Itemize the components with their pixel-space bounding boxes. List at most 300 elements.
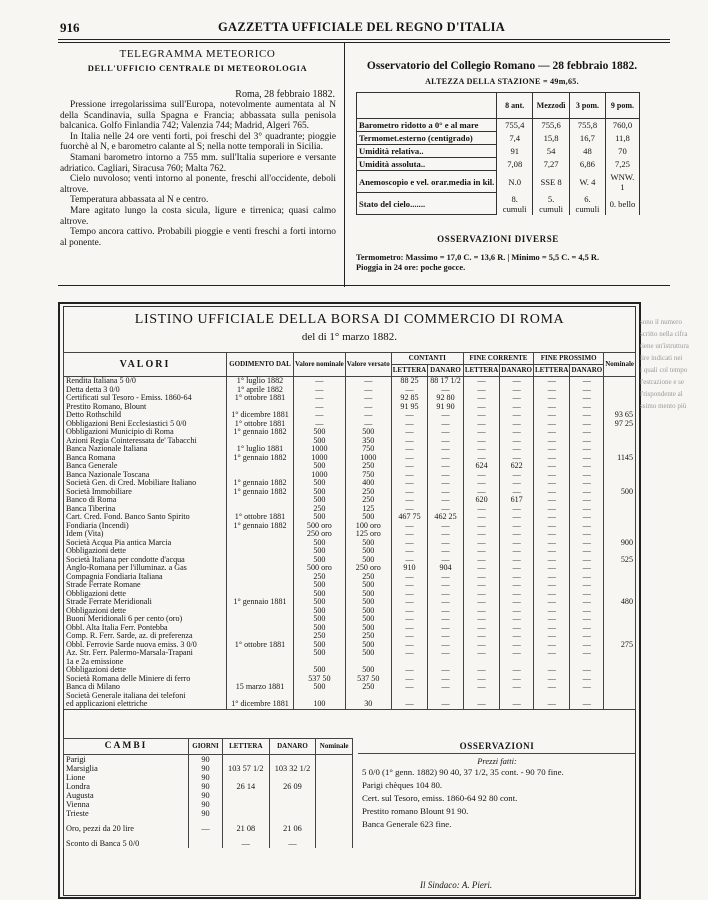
section-rule xyxy=(58,285,670,286)
corrente-lettera xyxy=(463,658,499,667)
price-note: Parigi chèques 104 80. xyxy=(362,780,443,790)
godimento-date xyxy=(227,556,294,565)
weather-value: 7,4 xyxy=(497,132,533,145)
prossimo-lettera: — xyxy=(534,488,570,497)
security-name: Società Immobiliare xyxy=(64,488,227,497)
giorni: 90 xyxy=(189,755,223,765)
valore-nominale: 1000 xyxy=(293,445,345,454)
nominale xyxy=(316,764,353,773)
header-danaro: DANARO xyxy=(269,739,316,755)
valore-versato: — xyxy=(345,420,391,429)
valore-nominale: 500 xyxy=(293,488,345,497)
prossimo-lettera: — xyxy=(534,683,570,692)
valore-nominale xyxy=(293,692,345,701)
contanti-danaro: — xyxy=(428,420,464,429)
security-name: Società Generale italiana dei telefoni xyxy=(64,692,227,701)
godimento-date xyxy=(227,649,294,658)
prossimo-danaro: — xyxy=(570,411,604,420)
header-nominale: Nominale xyxy=(604,353,636,377)
stock-row xyxy=(64,598,636,607)
corrente-danaro: 617 xyxy=(500,496,534,505)
prossimo-danaro: — xyxy=(570,488,604,497)
contanti-danaro: — xyxy=(428,428,464,437)
valore-nominale: 500 xyxy=(293,479,345,488)
prossimo-danaro: — xyxy=(570,700,604,709)
contanti-danaro: — xyxy=(428,598,464,607)
valore-versato: 250 xyxy=(345,632,391,641)
godimento-date xyxy=(227,675,294,684)
valore-versato: — xyxy=(345,394,391,403)
stock-row xyxy=(64,488,636,497)
corrente-danaro: — xyxy=(500,522,534,531)
prossimo-danaro: — xyxy=(570,598,604,607)
nominale-value xyxy=(604,573,636,582)
lettera: 103 57 1/2 xyxy=(222,764,269,773)
valore-versato: 750 xyxy=(345,445,391,454)
corrente-danaro: — xyxy=(500,445,534,454)
weather-rows xyxy=(357,119,640,215)
stock-row xyxy=(64,615,636,624)
security-name: Obbligazioni dette xyxy=(64,607,227,616)
price-note: Banca Generale 623 fine. xyxy=(362,819,452,829)
nominale-value xyxy=(604,479,636,488)
nominale-value: 480 xyxy=(604,598,636,607)
godimento-date xyxy=(227,581,294,590)
weather-row xyxy=(357,132,640,145)
price-note: 5 0/0 (1° genn. 1882) 90 40, 37 1/2, 35 cont. - 90 70 fine. xyxy=(362,767,564,777)
valore-nominale: 500 xyxy=(293,598,345,607)
nominale-value: 93 65 xyxy=(604,411,636,420)
header-godimento: GODIMENTO DAL xyxy=(227,353,294,377)
security-name: Banca Nazionale Toscana xyxy=(64,471,227,480)
contanti-danaro: — xyxy=(428,530,464,539)
contanti-danaro: — xyxy=(428,581,464,590)
corrente-lettera: — xyxy=(463,624,499,633)
contanti-danaro: 462 25 xyxy=(428,513,464,522)
contanti-lettera xyxy=(391,658,427,667)
prossimo-lettera: — xyxy=(534,513,570,522)
contanti-lettera: — xyxy=(391,530,427,539)
prossimo-lettera: — xyxy=(534,556,570,565)
corrente-danaro: — xyxy=(500,513,534,522)
godimento-date xyxy=(227,666,294,675)
valore-versato: 500 xyxy=(345,581,391,590)
header-lettera: LETTERA xyxy=(222,739,269,755)
prossimo-lettera xyxy=(534,658,570,667)
exchange-place: Marsiglia xyxy=(64,764,189,773)
corrente-lettera: 620 xyxy=(463,496,499,505)
stock-row xyxy=(64,454,636,463)
weather-value: 8. cumuli xyxy=(497,193,533,215)
weather-value: WNW. 1 xyxy=(605,171,639,193)
contanti-danaro: 904 xyxy=(428,564,464,573)
valore-versato: 500 xyxy=(345,547,391,556)
security-name: Buoni Meridionali 6 per cento (oro) xyxy=(64,615,227,624)
corrente-lettera: — xyxy=(463,564,499,573)
security-name: ed applicazioni elettriche xyxy=(64,700,227,709)
header-danaro: DANARO xyxy=(428,365,464,377)
nominale xyxy=(316,839,353,848)
valore-versato: 250 xyxy=(345,488,391,497)
valore-versato: 400 xyxy=(345,479,391,488)
stock-rows xyxy=(64,377,636,710)
godimento-date: 1° dicembre 1881 xyxy=(227,700,294,709)
header-cambi: CAMBI xyxy=(64,739,189,755)
lettera: — xyxy=(222,839,269,848)
header-rule-thin xyxy=(58,42,670,43)
prossimo-lettera: — xyxy=(534,386,570,395)
valore-versato: 500 xyxy=(345,598,391,607)
weather-value: 6,86 xyxy=(570,158,606,171)
weather-value: 755,6 xyxy=(533,119,570,132)
contanti-lettera: — xyxy=(391,522,427,531)
contanti-lettera: — xyxy=(391,581,427,590)
page-number: 916 xyxy=(60,20,80,35)
godimento-date: 1° gennaio 1882 xyxy=(227,428,294,437)
corrente-danaro: — xyxy=(500,505,534,514)
prossimo-lettera: — xyxy=(534,700,570,709)
prossimo-lettera: — xyxy=(534,598,570,607)
danaro xyxy=(269,755,316,765)
prossimo-danaro: — xyxy=(570,386,604,395)
exchange-row xyxy=(64,791,353,800)
nominale-value: 97 25 xyxy=(604,420,636,429)
bleed-text: i quali col tempo xyxy=(640,366,688,374)
giorni: 90 xyxy=(189,773,223,782)
corrente-danaro: — xyxy=(500,556,534,565)
valore-nominale: 500 xyxy=(293,649,345,658)
contanti-danaro: — xyxy=(428,411,464,420)
valore-versato: 125 xyxy=(345,505,391,514)
godimento-date: 1° luglio 1881 xyxy=(227,445,294,454)
contanti-danaro: — xyxy=(428,675,464,684)
exchange-place: Trieste xyxy=(64,809,189,818)
prossimo-lettera: — xyxy=(534,581,570,590)
prossimo-danaro: — xyxy=(570,445,604,454)
stock-row xyxy=(64,377,636,386)
telegram-paragraph: Tempo ancora cattivo. Probabili pioggie e venti freschi a forti intorno al ponente. xyxy=(60,227,336,248)
exchange-row xyxy=(64,839,353,848)
telegram-paragraph: Pressione irregolarissima sull'Europa, notevolmente aumentata al N della Scandinavia, sulla Spagna e Francia; abbassata sulla penisola balcanica. Golfo Finlandia 742; Valenzia 744; Madrid, Algeri 765. xyxy=(60,100,336,132)
contanti-lettera: — xyxy=(391,615,427,624)
listino-date: del di 1° marzo 1882. xyxy=(301,331,398,343)
contanti-danaro: 88 17 1/2 xyxy=(428,377,464,386)
security-name: Obbligazioni dette xyxy=(64,547,227,556)
prossimo-danaro: — xyxy=(570,641,604,650)
godimento-date: 1° gennaio 1882 xyxy=(227,479,294,488)
valore-versato: 537 50 xyxy=(345,675,391,684)
corrente-lettera: — xyxy=(463,598,499,607)
stock-row xyxy=(64,428,636,437)
valore-versato xyxy=(345,692,391,701)
exchange-row xyxy=(64,782,353,791)
valore-nominale: 537 50 xyxy=(293,675,345,684)
nominale-value xyxy=(604,377,636,386)
valore-nominale: 500 xyxy=(293,547,345,556)
corrente-lettera: — xyxy=(463,683,499,692)
prossimo-danaro: — xyxy=(570,513,604,522)
header-fine-corrente: FINE CORRENTE xyxy=(463,353,533,365)
weather-value: 0. bello xyxy=(605,193,639,215)
valore-nominale: 500 xyxy=(293,539,345,548)
lettera xyxy=(222,755,269,765)
nominale xyxy=(316,782,353,791)
valore-nominale: 500 xyxy=(293,462,345,471)
valore-versato: 500 xyxy=(345,556,391,565)
corrente-danaro: — xyxy=(500,386,534,395)
corrente-lettera: — xyxy=(463,411,499,420)
valore-versato: — xyxy=(345,386,391,395)
weather-row xyxy=(357,119,640,132)
stock-row xyxy=(64,564,636,573)
corrente-lettera: — xyxy=(463,428,499,437)
contanti-lettera: — xyxy=(391,462,427,471)
godimento-date xyxy=(227,530,294,539)
stock-row xyxy=(64,607,636,616)
security-name: Obbligazioni Beni Ecclesiastici 5 0/0 xyxy=(64,420,227,429)
prossimo-lettera: — xyxy=(534,564,570,573)
telegram-paragraph: Temperatura abbassata al N e centro. xyxy=(70,195,209,206)
contanti-lettera: — xyxy=(391,488,427,497)
godimento-date xyxy=(227,590,294,599)
corrente-lettera: — xyxy=(463,590,499,599)
prossimo-danaro: — xyxy=(570,420,604,429)
header-valori: VALORI xyxy=(64,353,227,377)
stock-row xyxy=(64,581,636,590)
godimento-date: 1° ottobre 1881 xyxy=(227,513,294,522)
corrente-danaro: — xyxy=(500,479,534,488)
prossimo-danaro: — xyxy=(570,581,604,590)
exchange-place: Lione xyxy=(64,773,189,782)
prossimo-danaro: — xyxy=(570,505,604,514)
corrente-lettera: 624 xyxy=(463,462,499,471)
prossimo-lettera: — xyxy=(534,479,570,488)
weather-value: 755,4 xyxy=(497,119,533,132)
valore-versato: 100 oro xyxy=(345,522,391,531)
godimento-date xyxy=(227,471,294,480)
security-name: Compagnia Fondiaria Italiana xyxy=(64,573,227,582)
godimento-date xyxy=(227,564,294,573)
contanti-lettera: — xyxy=(391,505,427,514)
nominale xyxy=(316,755,353,765)
valore-nominale xyxy=(293,658,345,667)
weather-value: 760,0 xyxy=(605,119,639,132)
valore-nominale: 500 xyxy=(293,428,345,437)
contanti-lettera: — xyxy=(391,454,427,463)
prossimo-danaro: — xyxy=(570,607,604,616)
contanti-danaro: — xyxy=(428,454,464,463)
corrente-danaro: 622 xyxy=(500,462,534,471)
corrente-lettera: — xyxy=(463,641,499,650)
corrente-lettera: — xyxy=(463,632,499,641)
contanti-danaro: — xyxy=(428,437,464,446)
nominale-value xyxy=(604,547,636,556)
contanti-lettera: — xyxy=(391,420,427,429)
prossimo-danaro: — xyxy=(570,454,604,463)
contanti-lettera: — xyxy=(391,411,427,420)
weather-value: 91 xyxy=(497,145,533,158)
header-lettera: LETTERA xyxy=(463,365,499,377)
godimento-date: 1° ottobre 1881 xyxy=(227,641,294,650)
corrente-danaro: — xyxy=(500,428,534,437)
nominale xyxy=(316,809,353,818)
prossimo-lettera: — xyxy=(534,530,570,539)
nominale-value xyxy=(604,632,636,641)
corrente-lettera: — xyxy=(463,394,499,403)
valore-nominale: 500 oro xyxy=(293,522,345,531)
weather-value: 6. cumuli xyxy=(570,193,606,215)
nominale-value xyxy=(604,607,636,616)
nominale-value xyxy=(604,700,636,709)
contanti-lettera: 88 25 xyxy=(391,377,427,386)
danaro xyxy=(269,791,316,800)
security-name: Strade Ferrate Meridionali xyxy=(64,598,227,607)
contanti-danaro: — xyxy=(428,649,464,658)
prossimo-danaro: — xyxy=(570,377,604,386)
godimento-date: 1° gennaio 1882 xyxy=(227,454,294,463)
stock-row xyxy=(64,641,636,650)
contanti-danaro: 92 80 xyxy=(428,394,464,403)
prossimo-lettera: — xyxy=(534,615,570,624)
valore-versato: 500 xyxy=(345,649,391,658)
stock-row xyxy=(64,692,636,701)
header-danaro: DANARO xyxy=(500,365,534,377)
contanti-danaro xyxy=(428,692,464,701)
valore-versato: 350 xyxy=(345,437,391,446)
nominale-value xyxy=(604,445,636,454)
godimento-date xyxy=(227,692,294,701)
prossimo-lettera: — xyxy=(534,445,570,454)
nominale-value xyxy=(604,513,636,522)
bleed-text: l'estrazione e se xyxy=(640,378,685,386)
valore-nominale: 1000 xyxy=(293,471,345,480)
valore-nominale: 500 xyxy=(293,590,345,599)
corrente-lettera: — xyxy=(463,615,499,624)
valore-versato: 30 xyxy=(345,700,391,709)
prossimo-danaro: — xyxy=(570,539,604,548)
nominale-value xyxy=(604,428,636,437)
stock-row xyxy=(64,479,636,488)
stock-row xyxy=(64,496,636,505)
contanti-danaro: — xyxy=(428,462,464,471)
danaro: 26 09 xyxy=(269,782,316,791)
weather-value: 5. cumuli xyxy=(533,193,570,215)
weather-value: 7,08 xyxy=(497,158,533,171)
prossimo-danaro: — xyxy=(570,556,604,565)
telegram-body xyxy=(60,100,336,248)
contanti-lettera: 910 xyxy=(391,564,427,573)
prossimo-danaro: — xyxy=(570,471,604,480)
prossimo-lettera: — xyxy=(534,411,570,420)
corrente-danaro: — xyxy=(500,632,534,641)
giorni: 90 xyxy=(189,791,223,800)
stock-row xyxy=(64,522,636,531)
corrente-danaro: — xyxy=(500,471,534,480)
security-name: Obbl. Ferrovie Sarde nuova emiss. 3 0/0 xyxy=(64,641,227,650)
corrente-danaro: — xyxy=(500,437,534,446)
valore-versato: 500 xyxy=(345,539,391,548)
nominale-value xyxy=(604,386,636,395)
contanti-danaro: — xyxy=(428,479,464,488)
corrente-lettera: — xyxy=(463,573,499,582)
godimento-date xyxy=(227,573,294,582)
valore-nominale: 250 xyxy=(293,632,345,641)
prossimo-lettera: — xyxy=(534,462,570,471)
giorni: — xyxy=(189,824,223,833)
godimento-date xyxy=(227,607,294,616)
security-name: Società Romana delle Miniere di ferro xyxy=(64,675,227,684)
contanti-lettera: 91 95 xyxy=(391,403,427,412)
valore-nominale: 500 xyxy=(293,513,345,522)
security-name: Rendita Italiana 5 0/0 xyxy=(64,377,227,386)
godimento-date xyxy=(227,403,294,412)
rain-line: Pioggia in 24 ore: poche gocce. xyxy=(356,263,466,272)
valore-nominale: — xyxy=(293,420,345,429)
valore-nominale: 500 xyxy=(293,437,345,446)
nominale-value xyxy=(604,496,636,505)
sindaco-signature: Il Sindaco: A. Pieri. xyxy=(420,880,493,890)
exchange-place: Londra xyxy=(64,782,189,791)
corrente-lettera: — xyxy=(463,445,499,454)
corrente-lettera: — xyxy=(463,556,499,565)
corrente-danaro: — xyxy=(500,615,534,624)
prossimo-danaro: — xyxy=(570,590,604,599)
security-name: Obbligazioni Municipio di Roma xyxy=(64,428,227,437)
contanti-lettera: — xyxy=(391,547,427,556)
header-valore-nominale: Valore nominale xyxy=(293,353,345,377)
weather-value: W. 4 xyxy=(570,171,606,193)
danaro xyxy=(269,773,316,782)
weather-row-label: Umidità assoluta.. xyxy=(357,158,497,171)
valore-nominale: — xyxy=(293,386,345,395)
prossimo-lettera: — xyxy=(534,394,570,403)
weather-row-label: Anemoscopio e vel. orar.media in kil. xyxy=(357,171,497,193)
security-name: Società Italiana per condotte d'acqua xyxy=(64,556,227,565)
valore-versato: 500 xyxy=(345,513,391,522)
stock-row xyxy=(64,590,636,599)
header-lettera: LETTERA xyxy=(534,365,570,377)
nominale-value xyxy=(604,462,636,471)
weather-value: SSE 8 xyxy=(533,171,570,193)
contanti-lettera: — xyxy=(391,700,427,709)
header-rule xyxy=(58,39,670,40)
exchange-place: Vienna xyxy=(64,800,189,809)
stock-row xyxy=(64,683,636,692)
nominale-value: 900 xyxy=(604,539,636,548)
bleed-text: l'rispondente al xyxy=(640,390,683,398)
prossimo-danaro: — xyxy=(570,615,604,624)
valore-versato: 1000 xyxy=(345,454,391,463)
valore-versato: 500 xyxy=(345,624,391,633)
nominale-value xyxy=(604,437,636,446)
prossimo-danaro: — xyxy=(570,683,604,692)
corrente-lettera: — xyxy=(463,607,499,616)
security-name: Azioni Regia Cointeressata de' Tabacchi xyxy=(64,437,227,446)
valore-nominale: 250 oro xyxy=(293,530,345,539)
bleed-text: ssimo mento più xyxy=(640,402,687,410)
prossimo-lettera: — xyxy=(534,522,570,531)
weather-col-header: 9 pom. xyxy=(605,93,639,119)
nominale-value xyxy=(604,649,636,658)
weather-row xyxy=(357,193,640,215)
danaro: 103 32 1/2 xyxy=(269,764,316,773)
stock-row xyxy=(64,556,636,565)
nominale-value xyxy=(604,581,636,590)
valore-versato: 500 xyxy=(345,428,391,437)
corrente-lettera: — xyxy=(463,488,499,497)
stock-row xyxy=(64,658,636,667)
corrente-lettera xyxy=(463,692,499,701)
